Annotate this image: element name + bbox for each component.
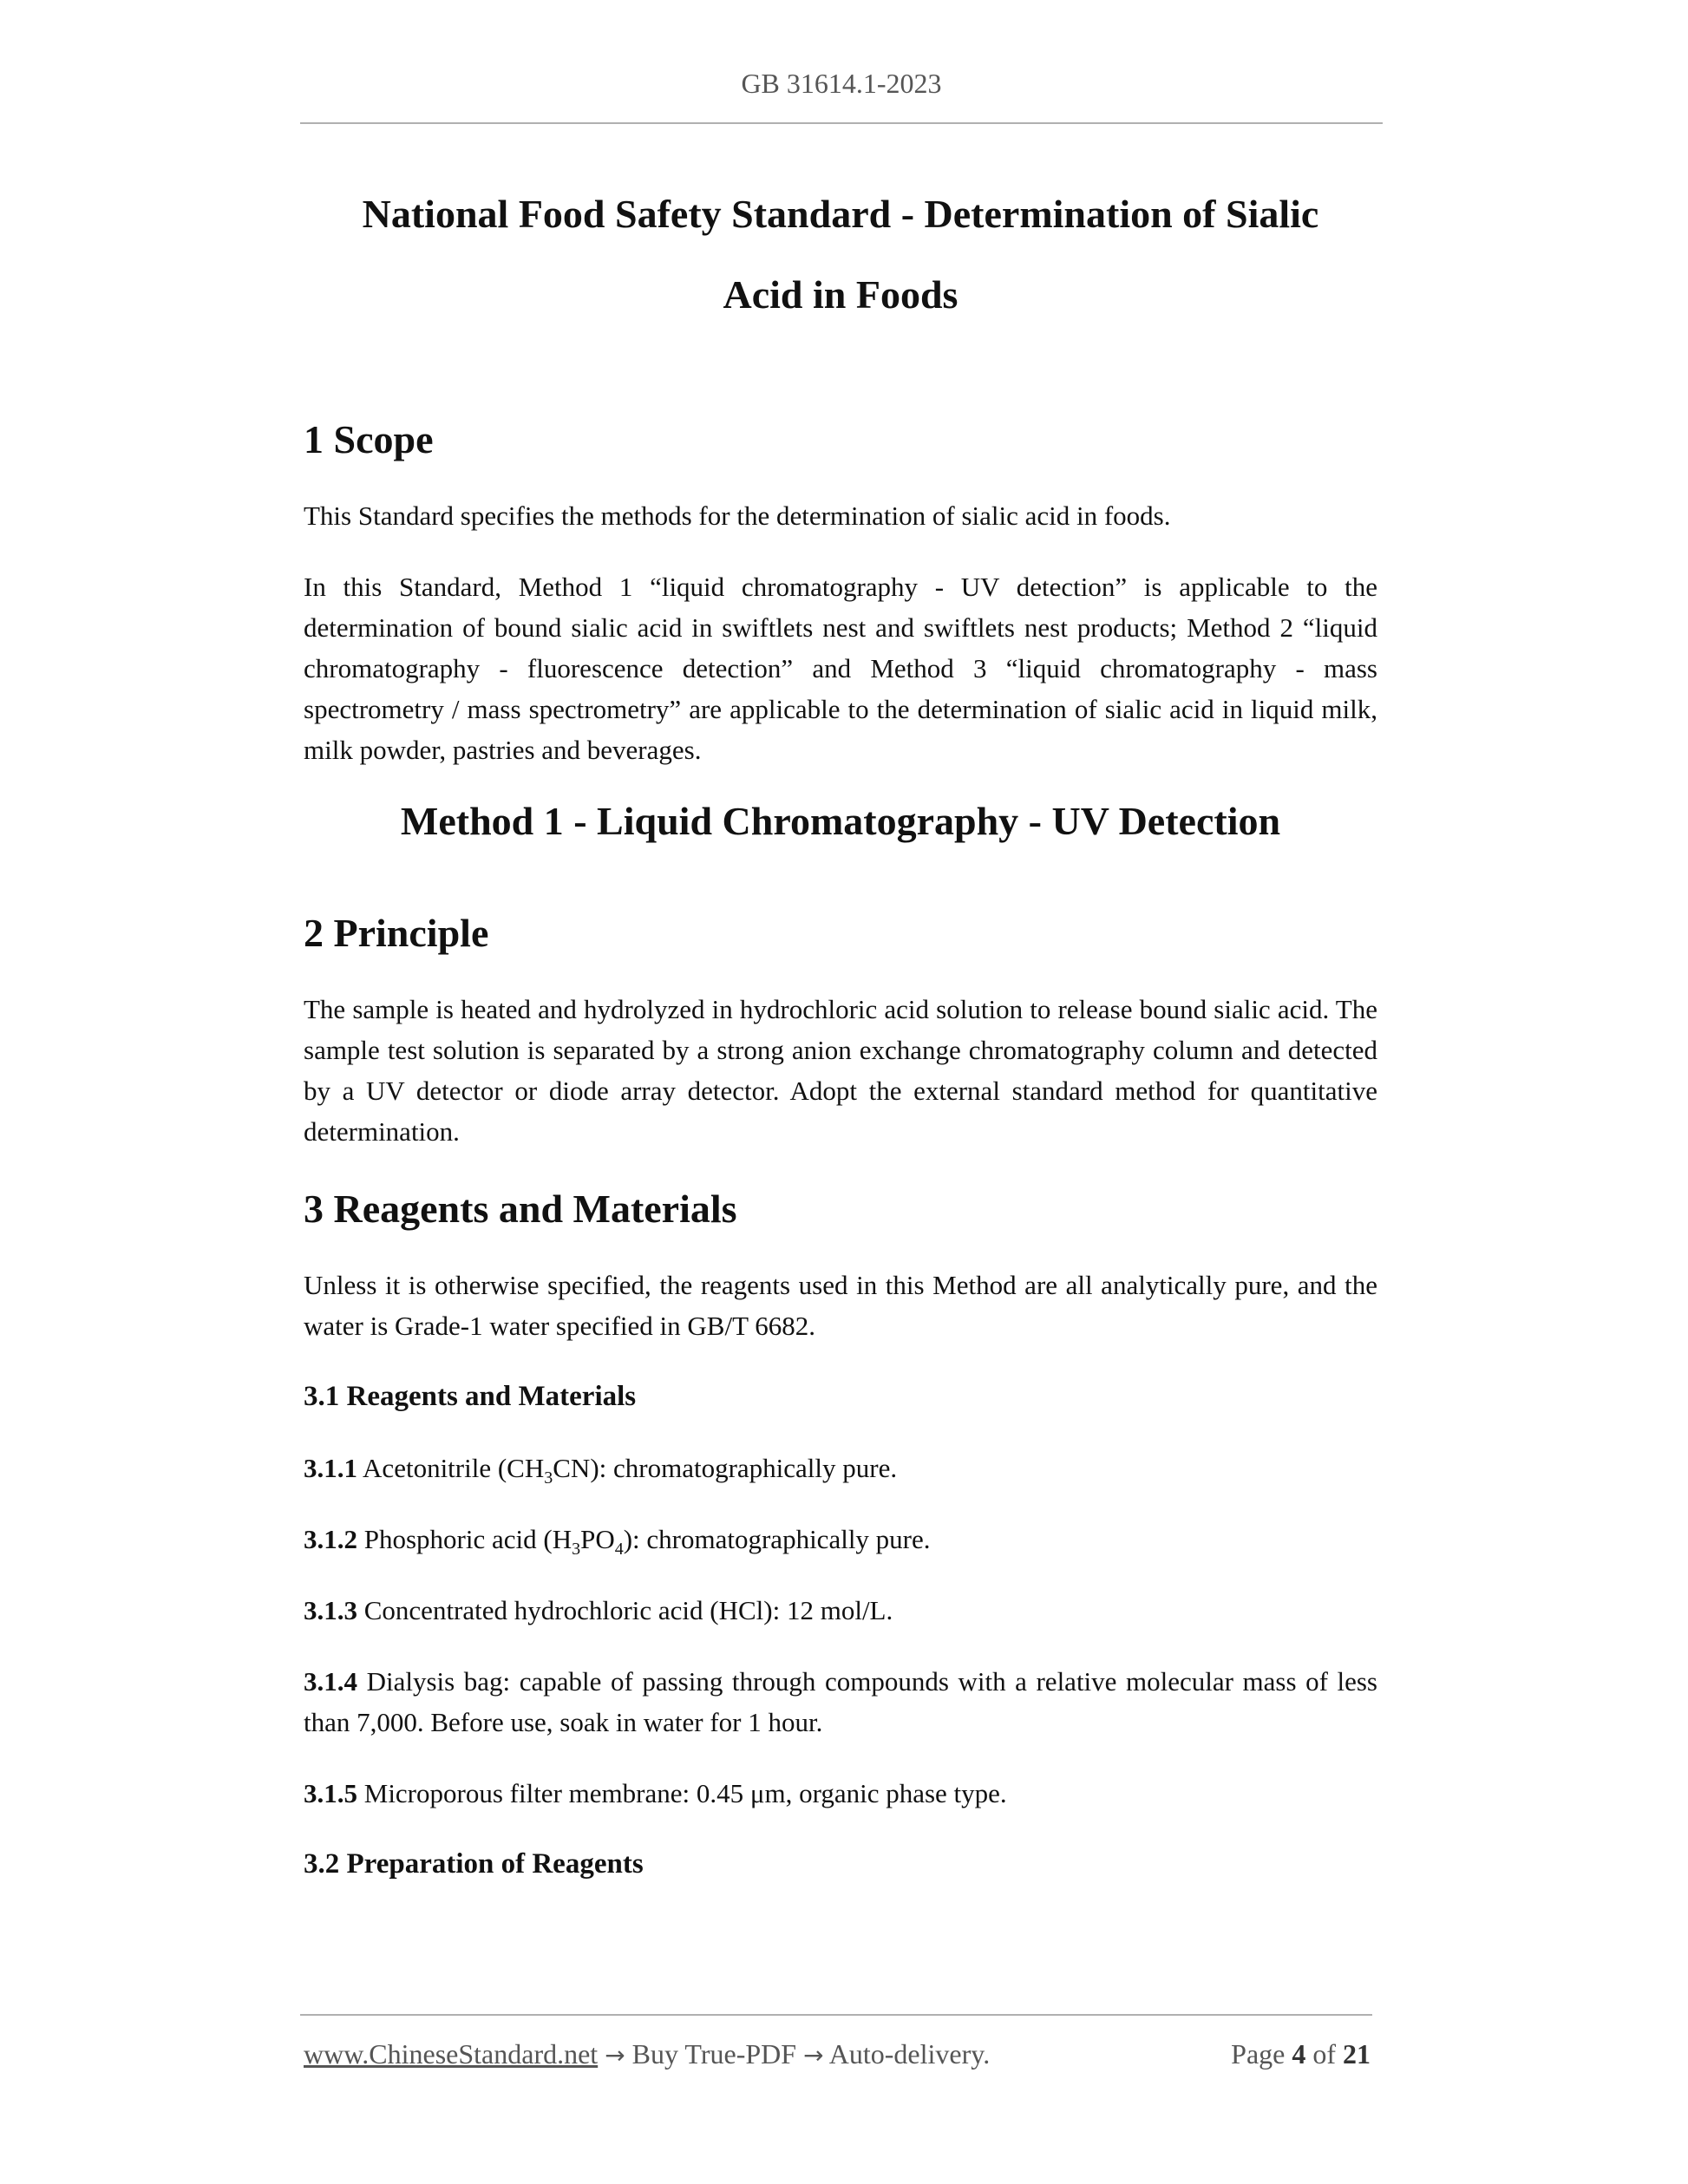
clause-number: 3.1.3 — [304, 1595, 357, 1625]
principle-paragraph: The sample is heated and hydrolyzed in hydrochloric acid solution to release bound sialic acid. The sample test solution is separated by a strong anion exchange chromatography column and detected by a UV detector or diode array detector. Adopt the external standard method for quantitative determination. — [304, 994, 1377, 1147]
clause-number: 3.1.4 — [304, 1666, 357, 1697]
scope-paragraph-2: In this Standard, Method 1 “liquid chromatography - UV detection” is applicable to the determination of bound sialic acid in swiftlets nest and swiftlets nest products; Method 2 “liquid chromatography - fluorescence detection” and Method 3 “liquid chromatography - mass spectrometry / mass spectrometry” are applicable to the determination of sialic acid in liquid milk, milk powder, pastries and beverages. — [304, 572, 1377, 765]
website-link[interactable]: www.ChineseStandard.net — [304, 2038, 599, 2070]
header-divider — [300, 122, 1383, 124]
footer-divider — [300, 2014, 1372, 2016]
clause-text: Dialysis bag: capable of passing through compounds with a relative molecular mass of less than 7,000. Before use, soak in water for 1 hour. — [304, 1666, 1377, 1737]
current-page: 4 — [1292, 2038, 1306, 2070]
standard-code: GB 31614.1-2023 — [741, 68, 942, 99]
buy-pdf-text: Buy True-PDF — [631, 2038, 797, 2070]
document-body — [304, 173, 1377, 1885]
document-title — [304, 173, 1377, 335]
arrow-right-icon: → — [803, 2041, 824, 2070]
page-label: Page — [1231, 2038, 1286, 2070]
clause-number: 3.1.2 — [304, 1524, 357, 1554]
clause-number: 3.1.1 — [304, 1453, 357, 1483]
clause-3-1-3 — [304, 1590, 1377, 1631]
clause-text: Microporous filter membrane: 0.45 μm, organic phase type. — [363, 1778, 1007, 1808]
method-1-heading: Method 1 - Liquid Chromatography - UV Detection — [400, 799, 1281, 843]
clause-3-1-1 — [304, 1448, 1377, 1488]
clause-text: Concentrated hydrochloric acid (HCl): 12 mol/L. — [363, 1595, 893, 1625]
clause-3-1-4 — [304, 1661, 1377, 1743]
page-header — [300, 68, 1383, 100]
subscript: 4 — [614, 1540, 624, 1560]
reagents-heading: 3 Reagents and Materials — [304, 1187, 737, 1231]
principle-heading: 2 Principle — [304, 911, 489, 955]
clause-text: ): chromatographically pure. — [623, 1524, 931, 1554]
clause-text: Phosphoric acid (H — [363, 1524, 572, 1554]
auto-delivery-text: Auto-delivery. — [828, 2038, 991, 2070]
clause-text: CN): chromatographically pure. — [553, 1453, 898, 1483]
clause-3-1-2 — [304, 1519, 1377, 1560]
clause-3-1-5 — [304, 1773, 1377, 1814]
reagents-paragraph: Unless it is otherwise specified, the reagents used in this Method are all analytically pure, and the water is Grade-1 water specified in GB/T 6682. — [304, 1270, 1377, 1341]
subscript: 3 — [544, 1468, 553, 1488]
total-pages: 21 — [1343, 2038, 1371, 2070]
scope-heading: 1 Scope — [304, 417, 434, 461]
clause-text: PO — [580, 1524, 615, 1554]
page-number — [1231, 2038, 1371, 2070]
title-line-1: National Food Safety Standard - Determination of Sialic — [362, 192, 1319, 236]
footer-promo — [304, 2038, 990, 2070]
title-line-2: Acid in Foods — [723, 272, 958, 317]
preparation-heading: 3.2 Preparation of Reagents — [304, 1848, 644, 1880]
subscript: 3 — [572, 1540, 581, 1560]
reagents-subheading: 3.1 Reagents and Materials — [304, 1381, 637, 1412]
arrow-right-icon: → — [605, 2041, 625, 2070]
clause-number: 3.1.5 — [304, 1778, 357, 1808]
of-label: of — [1312, 2038, 1336, 2070]
scope-paragraph-1: This Standard specifies the methods for the determination of sialic acid in foods. — [304, 500, 1171, 531]
clause-text: Acetonitrile (CH — [363, 1453, 545, 1483]
